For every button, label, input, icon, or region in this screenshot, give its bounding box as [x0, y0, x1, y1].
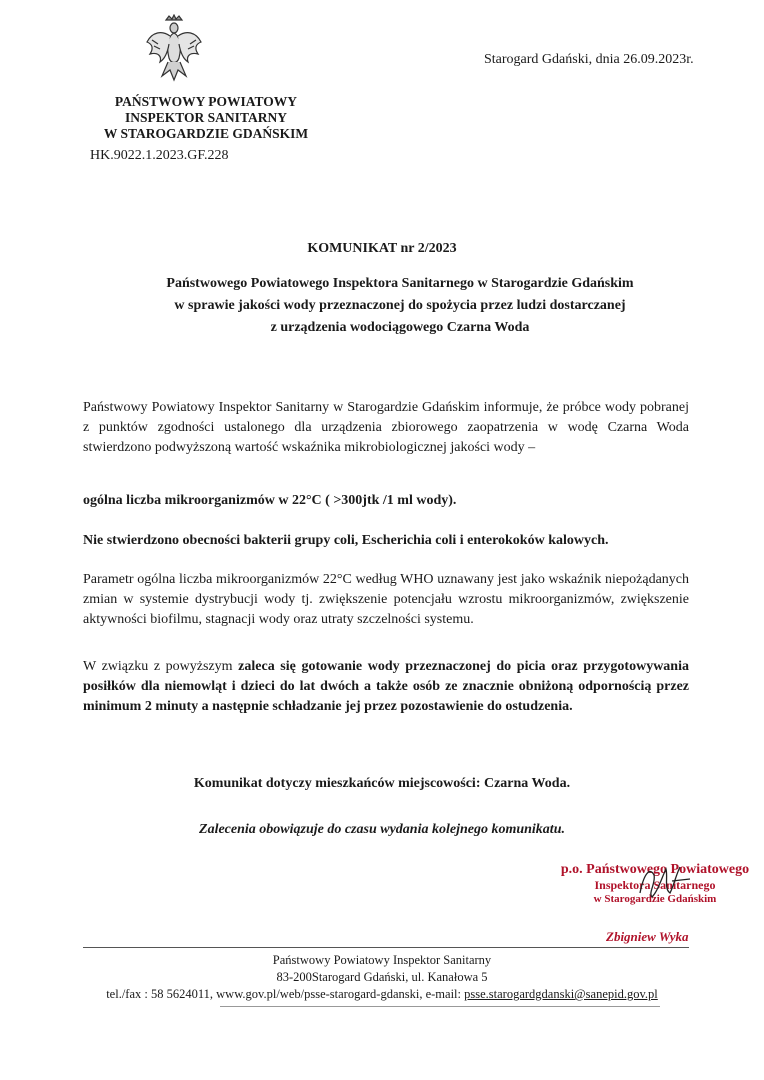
recommendation-bold: zaleca się gotowanie wody przeznaczonej do picia oraz przygotowywania posiłków dla niemowląt i dzieci do lat dwóch a także osób ze znacznie obniżoną odpornością przez minimum 2 minuty a następnie schładzanie jej przez pozostawienie do ostudzenia. — [83, 659, 689, 714]
paragraph-findings: Państwowy Powiatowy Inspektor Sanitarny w Starogardzie Gdańskim informuje, że próbce wody pobranej z punktów zgodności ustalonego dla urządzenia zbiorowego zaopatrzenia w wodę Czarna Woda stwierdzono podwyższoną wartość wskaźnika mikrobiologicznej jakości wody – — [83, 400, 689, 455]
subtitle-line-1: Państwowego Powiatowego Inspektora Sanitarnego w Starogardzie Gdańskim — [166, 276, 634, 291]
issuer-line-2: INSPEKTOR SANITARNY — [125, 110, 287, 125]
validity-notice: Zalecenia obowiązuje do czasu wydania kolejnego komunikatu. — [199, 822, 565, 837]
signer-name: Zbigniew Wyka — [606, 929, 689, 944]
issuer-header — [86, 94, 326, 142]
date-line: Starogard Gdański, dnia 26.09.2023r. — [484, 52, 694, 67]
case-reference: HK.9022.1.2023.GF.228 — [90, 148, 229, 163]
handwritten-signature-icon — [610, 863, 720, 903]
footer-email-link[interactable]: psse.starogardgdanski@sanepid.gov.pl — [464, 987, 658, 1001]
footer-contact-prefix: tel./fax : 58 5624011, www.gov.pl/web/psse-starogard-gdanski, e-mail: — [106, 987, 465, 1001]
issuer-line-3: W STAROGARDZIE GDAŃSKIM — [103, 126, 309, 141]
stamp-line-3: w Starogardzie Gdańskim — [593, 893, 717, 905]
document-title: KOMUNIKAT nr 2/2023 — [307, 241, 457, 256]
polish-eagle-emblem-icon — [144, 14, 204, 84]
stamp-line-1: p.o. Państwowego Powiatowego — [560, 862, 750, 877]
paragraph-no-bacteria: Nie stwierdzono obecności bakterii grupy coli, Escherichia coli i enterokoków kalowych. — [83, 533, 609, 548]
subtitle-line-2: w sprawie jakości wody przeznaczonej do spożycia przez ludzi dostarczanej — [174, 298, 626, 313]
paragraph-indicator: ogólna liczba mikroorganizmów w 22°C ( >300jtk /1 ml wody). — [83, 493, 457, 508]
footer-line-1: Państwowy Powiatowy Inspektor Sanitarny — [272, 953, 492, 967]
issuer-line-1: PAŃSTWOWY POWIATOWY — [114, 94, 298, 109]
stamp-line-2: Inspektora Sanitarnego — [594, 878, 716, 892]
footer-divider — [83, 947, 689, 948]
paragraph-recommendation — [83, 657, 689, 717]
footer-line-2: 83-200Starogard Gdański, ul. Kanałowa 5 — [276, 970, 488, 984]
document-subtitle — [80, 273, 720, 339]
paragraph-parameter-explanation: Parametr ogólna liczba mikroorganizmów 22°C według WHO uznawany jest jako wskaźnik niepożądanych zmian w systemie dystrybucji wody tj. zwiększenie potencjału wzrostu mikroorganizmów, zwiększenie aktywności biofilmu, stagnacji wody oraz utraty szczelności systemu. — [83, 572, 689, 627]
residents-notice: Komunikat dotyczy mieszkańców miejscowości: Czarna Woda. — [193, 776, 571, 791]
footer — [0, 952, 764, 1003]
footer-contact — [0, 986, 764, 1003]
subtitle-line-3: z urządzenia wodociągowego Czarna Woda — [270, 320, 530, 335]
footer-bottom-divider — [220, 1006, 660, 1007]
recommendation-lead: W związku z powyższym — [83, 659, 239, 674]
